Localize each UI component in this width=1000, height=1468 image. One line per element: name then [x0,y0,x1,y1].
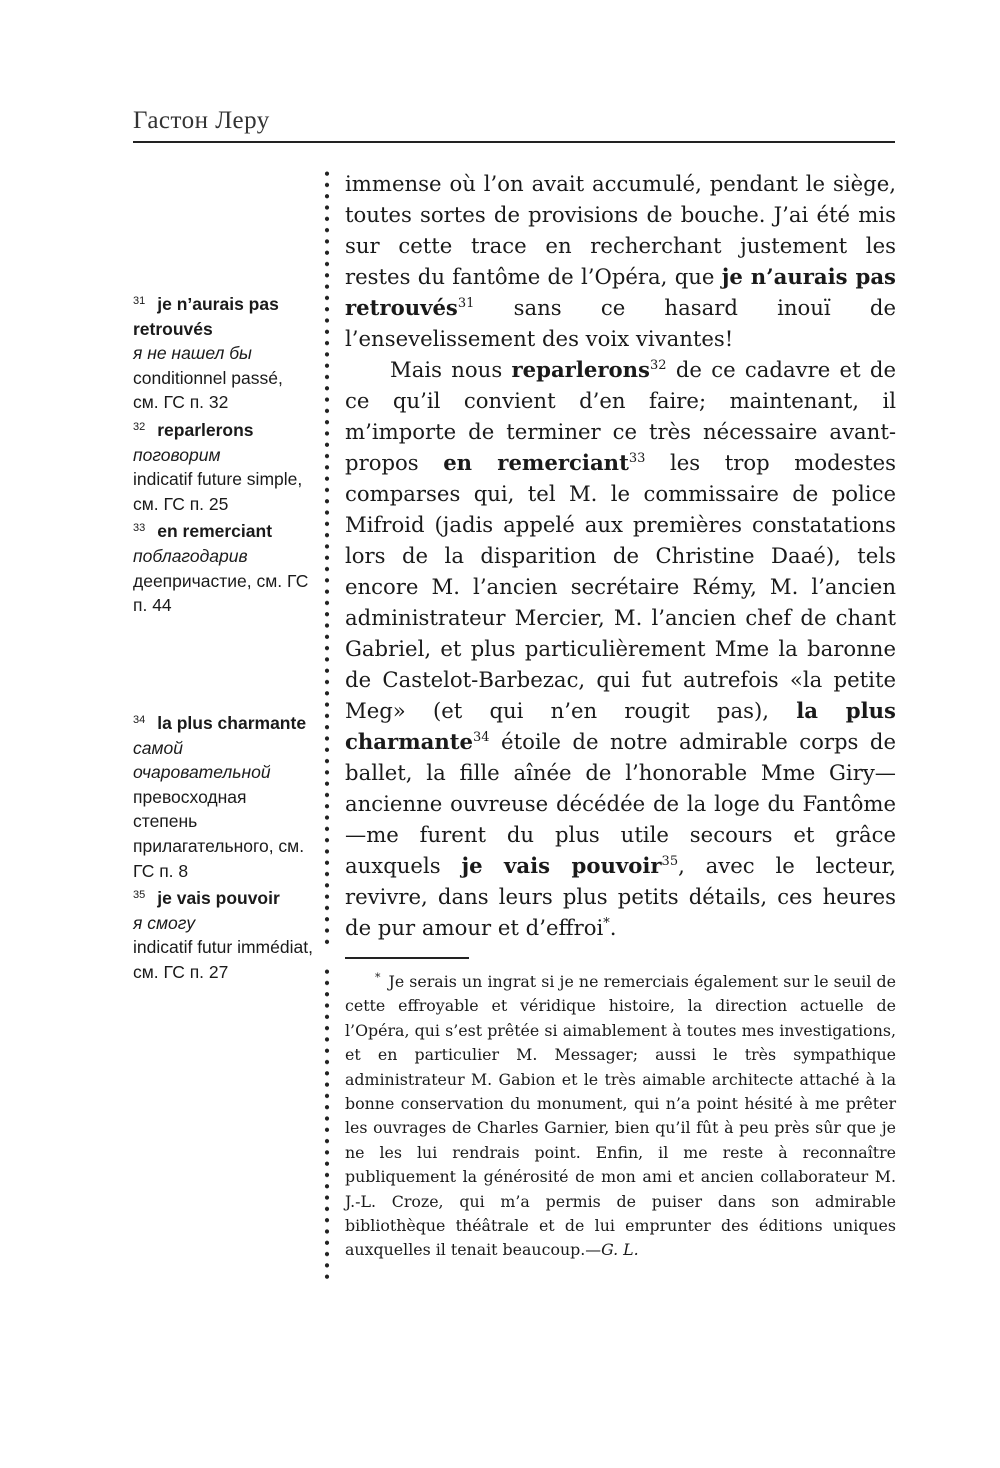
footnote-ref: 31 [457,296,475,311]
paragraph-1 [345,168,896,354]
sidenote-translation: я смогу [133,912,196,933]
sidenote-grammar: превосходная степень прилагательного, см. ГС п. 8 [133,786,305,881]
glossed-term: je vais pouvoir [461,853,662,878]
running-header-author: Гастон Леру [133,107,270,134]
footnote-ref-asterisk: * [603,916,610,931]
sidenote-number: 32 [133,420,146,433]
sidenote-34 [133,708,313,883]
sidenote-term: la plus charmante [157,713,307,733]
sidenote-grammar: деепричастие, см. ГС п. 44 [133,570,309,616]
sidenote-31 [133,289,313,415]
sidenote-35 [133,883,313,984]
sidenotes-group-1 [133,289,313,618]
sidenote-grammar: indicatif futur immédiat, см. ГС п. 27 [133,937,313,982]
glossed-term: reparlerons [511,357,650,382]
footnote-ref: 35 [661,854,679,869]
glossed-term: je n’aurais pas retrouvés [345,264,896,320]
text-run: de ce cadavre et de ce qu’il convient d’en faire; maintenant, il m’importe de terminer ce très nécessaire avant-propos [345,357,896,475]
glossed-term: la plus charmante [345,698,896,754]
footnote-ref: 33 [628,451,646,466]
dotted-separator-main [323,168,331,945]
sidenote-33 [133,516,313,617]
sidenote-number: 34 [133,714,146,726]
text-run: , avec le lecteur, revivre, dans leurs plus petits détails, ces heures de pur amour et d’effroi [345,853,897,940]
sidenote-term: reparlerons [157,419,254,440]
footnote-mark: * [375,971,381,984]
sidenote-number: 33 [133,522,146,535]
sidenote-term: je n’aurais pas retrouvés [133,294,279,339]
sidenote-number: 31 [133,295,146,307]
sidenote-term: en remerciant [157,521,273,542]
footnote-text: Je serais un ingrat si je ne remerciais également sur le seuil de cette effroyable et véridique histoire, la direction actuelle de l’Opéra, qui s’est prêtée si aimablement à toutes mes investigations, et en particulier M. Messager; aussi le très sympathique administrateur M. Gabion et le très aimable architecte attaché à la bonne conservation du monument, qui n’a point hésité à me prêter les ouvrages de Charles Garnier, bien qu’il fût à peu près sûr que je ne les lui rendrais point. Enfin, il me reste à reconnaître publiquement la générosité de mon ami et ancien collaborateur M. J.-L. Croze, qui m’a permis de puiser dans son admirable bibliothèque théâtrale et de lui emprunter des éditions uniques auxquelles il tenait beaucoup.— [345,972,896,1260]
footnote [345,966,896,1263]
sidenotes-group-2 [133,708,313,985]
sidenote-number: 35 [133,889,146,902]
text-run: les trop modestes comparses qui, tel M. le commissaire de police Mifroid (jadis appelé aux premières constatations lors de la disparition de Christine Daaé), tels encore M. l’ancien secrétaire Rémy, M. l’ancien administrateur Mercier, M. l’ancien chef de chant Gabriel, et plus particulièrement Mme la baronne de Castelot-Barbezac, qui fut autrefois «la petite Meg» (et qui n’en rougit pas), [345,450,896,723]
text-run: sans ce hasard inouï de l’ensevelissement des voix vivantes! [345,295,896,351]
sidenote-grammar: indicatif future simple, см. ГС п. 25 [133,469,303,514]
glossed-term: en remerciant [443,450,629,475]
text-run: Mais nous [390,357,512,382]
main-text [345,168,896,943]
sidenote-grammar: conditionnel passé, см. ГС п. 32 [133,367,283,413]
footnote-rule [345,957,469,959]
text-run: immense où l’on avait accumulé, pendant le siège, toutes sortes de provisions de bouche. J’ai été mis sur cette trace en recherchant justement les restes du fantôme de l’Opéra, que [345,171,896,289]
footnote-ref: 34 [473,730,490,745]
footnote-signature: G. L. [601,1240,639,1260]
text-run: étoile de notre admirable corps de ballet, la fille aînée de l’honorable Mme Giry—ancienne ouvreuse décédée de la loge du Fantôme—me furent du plus utile secours et grâce auxquels [345,729,896,878]
paragraph-2 [345,354,896,943]
dotted-separator-footnote [323,966,331,1284]
header-rule [133,141,895,143]
sidenote-term: je vais pouvoir [157,888,280,909]
footnote-ref: 32 [650,358,667,373]
sidenote-translation: самой очаровательной [133,737,271,783]
sidenote-32 [133,415,313,516]
text-run: . [609,915,617,940]
sidenote-translation: я не нашел бы [133,343,252,364]
sidenote-translation: поговорим [133,444,221,465]
sidenote-translation: поблагодарив [133,545,248,566]
